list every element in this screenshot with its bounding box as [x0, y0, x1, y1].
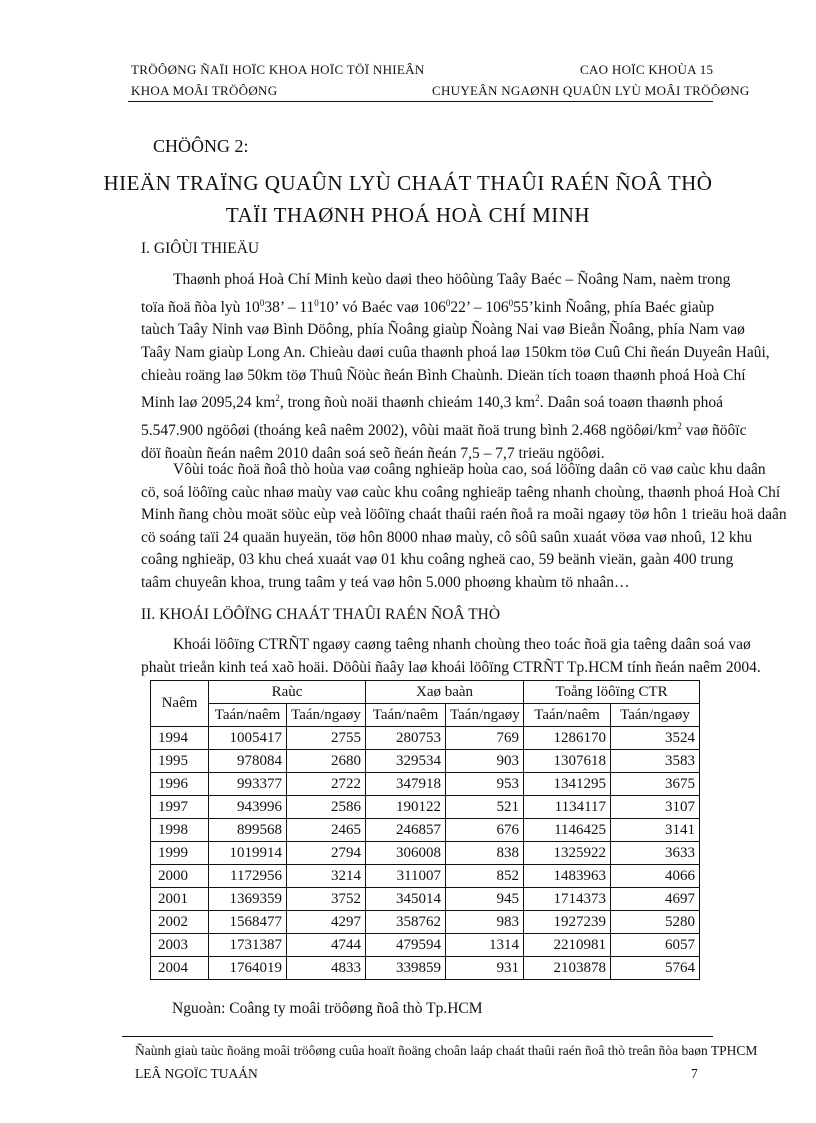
value-cell: 1307618 [524, 750, 611, 773]
value-cell: 358762 [366, 911, 446, 934]
value-cell: 945 [446, 888, 524, 911]
value-cell: 345014 [366, 888, 446, 911]
value-cell: 329534 [366, 750, 446, 773]
value-cell: 1731387 [209, 934, 287, 957]
sup: 2 [677, 420, 682, 431]
text-run: Minh laø 2095,24 km [141, 394, 276, 412]
footer-author: LEÂ NGOÏC TUAÁN [135, 1066, 258, 1081]
value-cell: 769 [446, 727, 524, 750]
value-cell: 852 [446, 865, 524, 888]
value-cell: 4066 [611, 865, 700, 888]
table-row [151, 796, 700, 819]
paragraph-line: Vôùi toác ñoä ñoâ thò hoùa vaø coâng nghieäp hoùa cao, soá löôïng daân cö vaø caùc khu daân [173, 461, 766, 478]
section-1-heading: I. GIÔÙI THIEÄU [141, 240, 260, 257]
value-cell: 2755 [287, 727, 366, 750]
sup: 2 [275, 393, 280, 404]
year-header: Naêm [151, 681, 209, 727]
footer-page-number: 7 [691, 1066, 698, 1081]
year-cell: 1996 [151, 773, 209, 796]
paragraph-line: cö soáng taïi 24 quaän huyeän, töø hôn 8000 nhaø maùy, cô sôû saûn xuaát vöøa vaø nhoû, 12 khu [141, 528, 753, 546]
chapter-title-line2: TAÏI THAØNH PHOÁ HOÀ CHÍ MINH [225, 203, 591, 227]
header-faculty: KHOA MOÂI TRÖÔØNG [131, 83, 278, 98]
value-cell: 3675 [611, 773, 700, 796]
table-row [151, 773, 700, 796]
subheader: Taán/ngaøy [446, 704, 524, 727]
value-cell: 953 [446, 773, 524, 796]
value-cell: 1314 [446, 934, 524, 957]
value-cell: 931 [446, 957, 524, 980]
paragraph-line [141, 415, 747, 443]
value-cell: 5764 [611, 957, 700, 980]
value-cell: 4697 [611, 888, 700, 911]
value-cell: 1019914 [209, 842, 287, 865]
value-cell: 838 [446, 842, 524, 865]
group-header: Raùc [209, 681, 366, 704]
value-cell: 246857 [366, 819, 446, 842]
paragraph-line: Khoái löôïng CTRÑT ngaøy caøng taêng nhanh choùng theo toác ñoä gia taêng daân soá vaø [173, 636, 751, 653]
value-cell: 4744 [287, 934, 366, 957]
section-1-paragraph-1 [141, 269, 770, 465]
value-cell: 3214 [287, 865, 366, 888]
table-row [151, 934, 700, 957]
table-source: Nguoàn: Coâng ty moâi tröôøng ñoâ thò Tp.HCM [172, 1000, 483, 1017]
value-cell: 993377 [209, 773, 287, 796]
table-row [151, 888, 700, 911]
table-body [151, 727, 700, 980]
subheader: Taán/naêm [209, 704, 287, 727]
paragraph-line [141, 387, 723, 415]
value-cell: 1172956 [209, 865, 287, 888]
year-cell: 1999 [151, 842, 209, 865]
table-row [151, 865, 700, 888]
value-cell: 2680 [287, 750, 366, 773]
section-1-paragraph-2 [141, 459, 787, 595]
subheader: Taán/naêm [366, 704, 446, 727]
chapter-label: CHÖÔNG 2: [153, 136, 249, 156]
year-cell: 1995 [151, 750, 209, 773]
value-cell: 3752 [287, 888, 366, 911]
value-cell: 1325922 [524, 842, 611, 865]
value-cell: 1146425 [524, 819, 611, 842]
text-run: 22’ – 106 [450, 298, 509, 316]
table-row [151, 750, 700, 773]
text-run: 10’ vó Baéc vaø 106 [318, 298, 446, 316]
header-school: TRÖÔØNG ÑAÏI HOÏC KHOA HOÏC TÖÏ NHIEÂN [131, 62, 425, 77]
paragraph-line: phaùt trieån kinh teá xaõ hoäi. Döôùi ñaây laø khoái löôïng CTRÑT Tp.HCM tính ñeán naêm 2004. [141, 658, 761, 676]
waste-volume-table [150, 680, 700, 980]
value-cell: 903 [446, 750, 524, 773]
year-cell: 1998 [151, 819, 209, 842]
value-cell: 1483963 [524, 865, 611, 888]
paragraph-line [141, 292, 715, 320]
value-cell: 4833 [287, 957, 366, 980]
value-cell: 311007 [366, 865, 446, 888]
header-rule [128, 101, 713, 102]
value-cell: 6057 [611, 934, 700, 957]
chapter-title-line1: HIEÄN TRAÏNG QUAÛN LYÙ CHAÁT THAÛI RAÉN ÑOÂ THÒ [103, 171, 713, 195]
sup: 0 [314, 297, 319, 308]
value-cell: 347918 [366, 773, 446, 796]
value-cell: 190122 [366, 796, 446, 819]
text-run: , trong ñoù noäi thaønh chieám 140,3 km [279, 394, 536, 412]
paragraph-line: taùch Taây Ninh vaø Bình Döông, phía Ñoâng giaùp Ñoàng Nai vaø Bieån Ñoâng, phía Nam vaø [141, 321, 745, 339]
value-cell: 1764019 [209, 957, 287, 980]
year-cell: 1997 [151, 796, 209, 819]
value-cell: 479594 [366, 934, 446, 957]
value-cell: 978084 [209, 750, 287, 773]
value-cell: 2103878 [524, 957, 611, 980]
section-2-heading: II. KHOÁI LÖÔÏNG CHAÁT THAÛI RAÉN ÑOÂ THÒ [141, 606, 501, 623]
sup: 0 [508, 297, 514, 308]
paragraph-line: cö, soá löôïng caùc nhaø maùy vaø caùc khu coâng nghieäp taêng nhanh choùng, thaønh phoá Hoà Chí [141, 483, 781, 501]
text-run: 55’kinh Ñoâng, phía Baéc giaùp [513, 298, 715, 316]
sup: 2 [535, 393, 540, 404]
value-cell: 983 [446, 911, 524, 934]
value-cell: 280753 [366, 727, 446, 750]
value-cell: 2794 [287, 842, 366, 865]
sup: 0 [445, 297, 451, 308]
value-cell: 339859 [366, 957, 446, 980]
value-cell: 1341295 [524, 773, 611, 796]
table-row [151, 727, 700, 750]
value-cell: 1005417 [209, 727, 287, 750]
year-cell: 1994 [151, 727, 209, 750]
paragraph-line: Minh ñang chòu moät söùc eùp veà löôïng chaát thaûi raén ñoå ra moãi ngaøy töø hôn 1 trieäu hoä daân [141, 506, 787, 524]
paragraph-line: Taây Nam giaùp Long An. Chieàu daøi cuûa thaønh phoá laø 150km töø Cuû Chi ñeán Duyeân Haûi, [141, 343, 770, 361]
subheader: Taán/ngaøy [287, 704, 366, 727]
group-header: Toång löôïng CTR [524, 681, 700, 704]
subheader: Taán/naêm [524, 704, 611, 727]
subheader: Taán/ngaøy [611, 704, 700, 727]
value-cell: 943996 [209, 796, 287, 819]
year-cell: 2001 [151, 888, 209, 911]
value-cell: 3633 [611, 842, 700, 865]
text-run: toïa ñoä ñòa lyù 10 [141, 298, 260, 316]
paragraph-line: Thaønh phoá Hoà Chí Minh keùo daøi theo höôùng Taây Baéc – Ñoâng Nam, naèm trong [173, 271, 731, 288]
value-cell: 1286170 [524, 727, 611, 750]
text-run: 38’ – 11 [264, 298, 315, 316]
paragraph-line: chieàu roäng laø 50km töø Thuû Ñöùc ñeán Bình Chaùnh. Dieän tích toaøn thaønh phoá Hoà Chí [141, 366, 746, 384]
value-cell: 1927239 [524, 911, 611, 934]
year-cell: 2003 [151, 934, 209, 957]
value-cell: 2465 [287, 819, 366, 842]
year-cell: 2002 [151, 911, 209, 934]
value-cell: 5280 [611, 911, 700, 934]
value-cell: 3583 [611, 750, 700, 773]
value-cell: 3141 [611, 819, 700, 842]
value-cell: 3524 [611, 727, 700, 750]
text-run: vaø ñöôïc [681, 422, 747, 440]
value-cell: 1568477 [209, 911, 287, 934]
value-cell: 676 [446, 819, 524, 842]
value-cell: 2210981 [524, 934, 611, 957]
text-run: . Daân soá toaøn thaønh phoá [539, 394, 723, 412]
table-row [151, 911, 700, 934]
paragraph-line: coâng nghieäp, 03 khu cheá xuaát vaø 01 khu coâng ngheä cao, 59 beänh vieän, gaàn 400 trung [141, 551, 734, 569]
year-cell: 2004 [151, 957, 209, 980]
value-cell: 2722 [287, 773, 366, 796]
table-row [151, 842, 700, 865]
group-header: Xaø baàn [366, 681, 524, 704]
header-major: CHUYEÂN NGAØNH QUAÛN LYÙ MOÂI TRÖÔØNG [432, 83, 750, 98]
value-cell: 3107 [611, 796, 700, 819]
year-cell: 2000 [151, 865, 209, 888]
header-course: CAO HOÏC KHOÙA 15 [580, 62, 714, 77]
value-cell: 1714373 [524, 888, 611, 911]
paragraph-line: taâm chuyeân khoa, trung taâm y teá vaø hôn 5.000 phoøng khaùm tö nhaân… [141, 573, 630, 591]
value-cell: 306008 [366, 842, 446, 865]
paragraph-line: döï ñoaùn ñeán naêm 2010 daân soá seõ ñeán ñeán 7,5 – 7,7 trieäu ngöôøi. [141, 444, 605, 462]
value-cell: 1134117 [524, 796, 611, 819]
value-cell: 521 [446, 796, 524, 819]
footer-document-title: Ñaùnh giaù taùc ñoäng moâi tröôøng cuûa hoaït ñoäng choân laáp chaát thaûi raén ñoâ thò treân ñòa baøn TPHCM [135, 1043, 758, 1058]
value-cell: 2586 [287, 796, 366, 819]
section-2-paragraph-1 [141, 634, 761, 679]
footer-rule [122, 1036, 713, 1037]
value-cell: 4297 [287, 911, 366, 934]
table-row [151, 957, 700, 980]
text-run: 5.547.900 ngöôøi (thoáng keâ naêm 2002), vôùi maät ñoä trung bình 2.468 ngöôøi/km [141, 422, 678, 440]
sup: 0 [259, 297, 265, 308]
value-cell: 899568 [209, 819, 287, 842]
value-cell: 1369359 [209, 888, 287, 911]
table-row [151, 819, 700, 842]
